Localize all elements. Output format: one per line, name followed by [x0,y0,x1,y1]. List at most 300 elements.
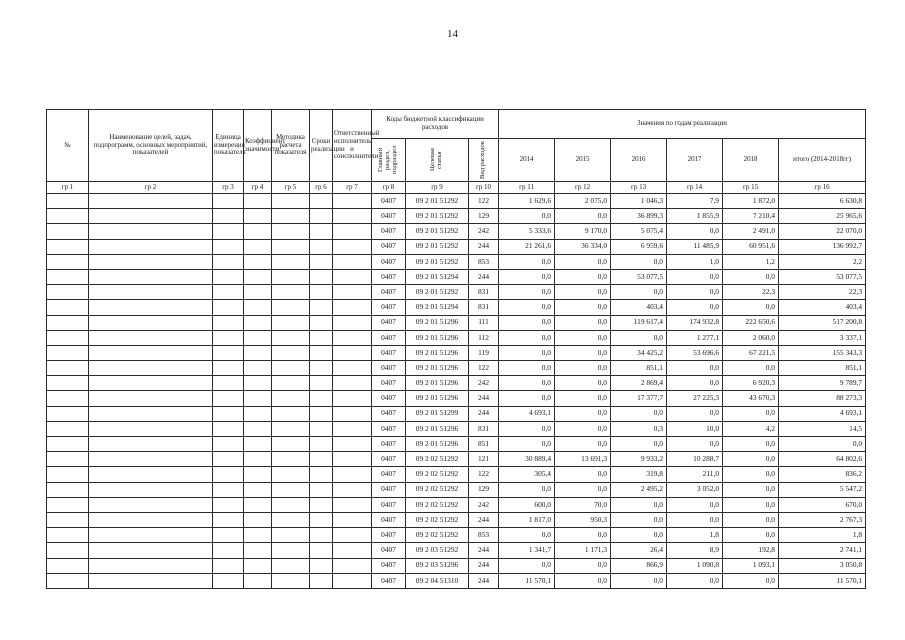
cell-year-value: 2 869,4 [611,376,667,391]
cell-total-value: 2 767,3 [779,512,866,527]
cell-year-value: 0,0 [723,361,779,376]
empty-cell [333,543,372,558]
empty-cell [333,391,372,406]
table-row [47,482,866,497]
cell-section-code: 0407 [372,330,406,345]
cell-year-value: 3 052,0 [667,482,723,497]
cell-article-code: 09 2 02 51292 [406,512,469,527]
table-body [47,194,866,589]
empty-cell [244,209,272,224]
cell-year-value: 1 855,9 [667,209,723,224]
cell-section-code: 0407 [372,345,406,360]
empty-cell [244,482,272,497]
cell-year-value: 0,0 [555,361,611,376]
cell-year-value: 7,9 [667,194,723,209]
cell-year-value: 0,0 [555,254,611,269]
empty-cell [310,406,333,421]
cell-year-value: 1,2 [723,254,779,269]
cell-year-value: 5 333,6 [499,224,555,239]
empty-cell [272,421,310,436]
cell-year-value: 0,0 [611,437,667,452]
cell-expense-type: 244 [469,558,499,573]
cell-year-value: 1,8 [667,528,723,543]
empty-cell [244,391,272,406]
empty-cell [310,573,333,588]
empty-cell [47,558,89,573]
cell-expense-type: 122 [469,361,499,376]
empty-cell [310,269,333,284]
empty-cell [244,239,272,254]
empty-cell [333,345,372,360]
cell-year-value: 5 075,4 [611,224,667,239]
cell-expense-type: 129 [469,482,499,497]
cell-year-value: 192,8 [723,543,779,558]
cell-total-value: 517 200,8 [779,315,866,330]
empty-cell [213,345,244,360]
empty-cell [244,269,272,284]
cell-year-value: 36 334,0 [555,239,611,254]
column-number: гр 16 [779,182,866,194]
column-number: гр 13 [611,182,667,194]
empty-cell [47,315,89,330]
empty-cell [244,194,272,209]
cell-section-code: 0407 [372,239,406,254]
empty-cell [244,300,272,315]
page-number: 14 [447,28,458,40]
cell-year-value: 119 617,4 [611,315,667,330]
empty-cell [47,437,89,452]
cell-year-value: 0,0 [723,512,779,527]
cell-year-value: 866,9 [611,558,667,573]
header-no: № [47,110,89,182]
cell-year-value: 2 491,0 [723,224,779,239]
header-year: 2017 [667,139,723,182]
header-code-section: Главный раздел, подраздел [372,139,406,182]
cell-year-value: 0,0 [555,421,611,436]
cell-total-value: 22 070,0 [779,224,866,239]
empty-cell [47,269,89,284]
empty-cell [47,528,89,543]
empty-cell [310,482,333,497]
empty-cell [213,452,244,467]
empty-cell [272,239,310,254]
cell-section-code: 0407 [372,300,406,315]
cell-section-code: 0407 [372,391,406,406]
empty-cell [333,361,372,376]
cell-expense-type: 244 [469,391,499,406]
table-row [47,467,866,482]
empty-cell [310,300,333,315]
cell-year-value: 0,0 [667,406,723,421]
empty-cell [244,224,272,239]
cell-total-value: 403,4 [779,300,866,315]
cell-year-value: 0,0 [499,528,555,543]
cell-year-value: 0,0 [667,269,723,284]
cell-year-value: 0,0 [555,573,611,588]
empty-cell [333,376,372,391]
empty-cell [89,437,213,452]
empty-cell [244,437,272,452]
column-number: гр 15 [723,182,779,194]
cell-expense-type: 851 [469,437,499,452]
empty-cell [47,239,89,254]
cell-expense-type: 242 [469,376,499,391]
cell-year-value: 0,0 [667,512,723,527]
cell-expense-type: 244 [469,512,499,527]
cell-expense-type: 831 [469,421,499,436]
cell-section-code: 0407 [372,285,406,300]
empty-cell [310,285,333,300]
cell-year-value: 1 093,1 [723,558,779,573]
cell-year-value: 36 899,3 [611,209,667,224]
cell-section-code: 0407 [372,254,406,269]
cell-year-value: 0,0 [555,528,611,543]
cell-year-value: 1 872,0 [723,194,779,209]
empty-cell [89,528,213,543]
cell-year-value: 0,0 [555,269,611,284]
cell-section-code: 0407 [372,512,406,527]
cell-year-value: 22,3 [723,285,779,300]
cell-year-value: 0,0 [499,558,555,573]
empty-cell [213,406,244,421]
empty-cell [89,315,213,330]
cell-article-code: 09 2 01 51292 [406,224,469,239]
cell-year-value: 0,0 [667,224,723,239]
cell-year-value: 0,0 [611,254,667,269]
empty-cell [47,497,89,512]
empty-cell [333,224,372,239]
empty-cell [310,437,333,452]
empty-cell [272,406,310,421]
cell-year-value: 0,0 [723,467,779,482]
empty-cell [310,224,333,239]
table-row [47,573,866,588]
cell-year-value: 950,3 [555,512,611,527]
empty-cell [272,315,310,330]
table-row [47,254,866,269]
cell-year-value: 1 090,8 [667,558,723,573]
empty-cell [333,239,372,254]
empty-cell [47,421,89,436]
table-row [47,330,866,345]
empty-cell [213,528,244,543]
empty-cell [272,573,310,588]
cell-year-value: 8,9 [667,543,723,558]
cell-article-code: 09 2 03 51292 [406,543,469,558]
cell-section-code: 0407 [372,224,406,239]
empty-cell [310,345,333,360]
header-year: 2016 [611,139,667,182]
empty-cell [333,330,372,345]
cell-year-value: 4,2 [723,421,779,436]
cell-total-value: 4 693,1 [779,406,866,421]
cell-section-code: 0407 [372,452,406,467]
empty-cell [89,467,213,482]
cell-article-code: 09 2 04 51310 [406,573,469,588]
empty-cell [213,361,244,376]
empty-cell [244,376,272,391]
empty-cell [333,209,372,224]
empty-cell [47,543,89,558]
cell-expense-type: 242 [469,224,499,239]
empty-cell [47,391,89,406]
cell-total-value: 25 965,6 [779,209,866,224]
table-row [47,391,866,406]
cell-year-value: 0,0 [723,452,779,467]
cell-year-value: 0,0 [723,406,779,421]
cell-year-value: 1 341,7 [499,543,555,558]
empty-cell [89,573,213,588]
cell-year-value: 21 261,6 [499,239,555,254]
table-row [47,315,866,330]
empty-cell [310,421,333,436]
cell-year-value: 319,8 [611,467,667,482]
empty-cell [272,209,310,224]
empty-cell [89,543,213,558]
cell-year-value: 53 077,5 [611,269,667,284]
empty-cell [310,239,333,254]
cell-article-code: 09 2 01 51292 [406,239,469,254]
budget-table [46,109,866,589]
empty-cell [333,285,372,300]
cell-year-value: 26,4 [611,543,667,558]
cell-expense-type: 129 [469,209,499,224]
cell-year-value: 0,0 [611,285,667,300]
cell-expense-type: 853 [469,254,499,269]
cell-article-code: 09 2 02 51292 [406,497,469,512]
cell-article-code: 09 2 01 51292 [406,285,469,300]
table-row [47,300,866,315]
empty-cell [213,497,244,512]
empty-cell [213,437,244,452]
empty-cell [244,452,272,467]
cell-year-value: 0,0 [667,300,723,315]
table-row [47,497,866,512]
empty-cell [272,512,310,527]
empty-cell [310,330,333,345]
empty-cell [47,330,89,345]
empty-cell [310,467,333,482]
column-number: гр 6 [310,182,333,194]
empty-cell [333,194,372,209]
empty-cell [333,406,372,421]
column-number: гр 7 [333,182,372,194]
empty-cell [272,497,310,512]
empty-cell [310,512,333,527]
cell-article-code: 09 2 02 51292 [406,467,469,482]
header-year: 2015 [555,139,611,182]
empty-cell [272,269,310,284]
empty-cell [89,285,213,300]
cell-year-value: 6 920,3 [723,376,779,391]
column-number: гр 8 [372,182,406,194]
cell-year-value: 0,0 [555,467,611,482]
empty-cell [272,361,310,376]
column-number-row [47,182,866,194]
cell-year-value: 0,0 [723,528,779,543]
cell-year-value: 0,0 [499,254,555,269]
empty-cell [89,345,213,360]
header-method: Методика расчета показателя [272,110,310,182]
cell-year-value: 600,0 [499,497,555,512]
empty-cell [213,376,244,391]
cell-year-value: 60 951,6 [723,239,779,254]
column-number: гр 10 [469,182,499,194]
cell-year-value: 0,0 [667,376,723,391]
cell-year-value: 27 225,3 [667,391,723,406]
cell-expense-type: 244 [469,239,499,254]
empty-cell [89,194,213,209]
empty-cell [333,482,372,497]
empty-cell [213,224,244,239]
cell-total-value: 11 570,1 [779,573,866,588]
empty-cell [310,558,333,573]
cell-year-value: 2 075,0 [555,194,611,209]
table-row [47,224,866,239]
cell-total-value: 670,0 [779,497,866,512]
empty-cell [89,482,213,497]
cell-year-value: 0,0 [667,285,723,300]
empty-cell [272,300,310,315]
cell-total-value: 14,5 [779,421,866,436]
cell-article-code: 09 2 02 51292 [406,528,469,543]
header-responsible: Ответственный исполнитель и соисполнители [333,110,372,182]
empty-cell [213,269,244,284]
empty-cell [89,300,213,315]
cell-article-code: 09 2 01 51296 [406,437,469,452]
empty-cell [272,345,310,360]
empty-cell [213,482,244,497]
table-row [47,558,866,573]
table-row [47,269,866,284]
header-term: Сроки реализации [310,110,333,182]
cell-year-value: 0,0 [723,300,779,315]
cell-section-code: 0407 [372,376,406,391]
cell-year-value: 43 670,3 [723,391,779,406]
cell-year-value: 0,0 [555,345,611,360]
table-row [47,361,866,376]
empty-cell [213,194,244,209]
table-row [47,285,866,300]
empty-cell [213,315,244,330]
empty-cell [47,345,89,360]
empty-cell [47,361,89,376]
empty-cell [244,421,272,436]
empty-cell [47,573,89,588]
empty-cell [213,421,244,436]
empty-cell [272,194,310,209]
empty-cell [272,482,310,497]
cell-article-code: 09 2 01 51296 [406,330,469,345]
cell-total-value: 22,3 [779,285,866,300]
cell-year-value: 0,0 [499,315,555,330]
cell-year-value: 11 485,9 [667,239,723,254]
empty-cell [333,573,372,588]
cell-year-value: 305,4 [499,467,555,482]
cell-year-value: 2 495,2 [611,482,667,497]
empty-cell [333,300,372,315]
empty-cell [310,452,333,467]
cell-year-value: 0,0 [555,482,611,497]
table-row [47,194,866,209]
empty-cell [89,452,213,467]
empty-cell [310,209,333,224]
cell-year-value: 0,0 [499,330,555,345]
cell-section-code: 0407 [372,421,406,436]
cell-article-code: 09 2 01 51299 [406,406,469,421]
cell-year-value: 0,0 [499,391,555,406]
cell-total-value: 64 802,6 [779,452,866,467]
empty-cell [47,452,89,467]
cell-year-value: 0,0 [611,528,667,543]
column-number: гр 3 [213,182,244,194]
table-row [47,406,866,421]
column-number: гр 2 [89,182,213,194]
empty-cell [89,558,213,573]
cell-year-value: 9 170,0 [555,224,611,239]
cell-year-value: 0,0 [499,482,555,497]
cell-article-code: 09 2 01 51296 [406,421,469,436]
empty-cell [89,406,213,421]
cell-year-value: 1 277,1 [667,330,723,345]
cell-section-code: 0407 [372,209,406,224]
cell-section-code: 0407 [372,406,406,421]
cell-year-value: 67 221,5 [723,345,779,360]
table-row [47,209,866,224]
cell-total-value: 53 077,5 [779,269,866,284]
empty-cell [272,558,310,573]
cell-year-value: 0,0 [611,497,667,512]
cell-year-value: 34 425,2 [611,345,667,360]
cell-year-value: 0,0 [555,330,611,345]
cell-expense-type: 244 [469,573,499,588]
empty-cell [244,330,272,345]
empty-cell [333,452,372,467]
cell-total-value: 6 630,8 [779,194,866,209]
cell-total-value: 836,2 [779,467,866,482]
column-number: гр 1 [47,182,89,194]
empty-cell [213,467,244,482]
header-code-article: Целевая статья [406,139,469,182]
empty-cell [213,285,244,300]
empty-cell [333,269,372,284]
cell-year-value: 2 060,0 [723,330,779,345]
empty-cell [89,254,213,269]
empty-cell [310,528,333,543]
empty-cell [244,285,272,300]
cell-year-value: 1 171,3 [555,543,611,558]
cell-article-code: 09 2 03 51296 [406,558,469,573]
empty-cell [333,315,372,330]
empty-cell [333,528,372,543]
table-row [47,512,866,527]
cell-year-value: 0,0 [723,497,779,512]
empty-cell [310,497,333,512]
cell-section-code: 0407 [372,558,406,573]
cell-article-code: 09 2 01 51294 [406,269,469,284]
cell-total-value: 136 992,7 [779,239,866,254]
empty-cell [213,330,244,345]
cell-section-code: 0407 [372,573,406,588]
empty-cell [244,254,272,269]
empty-cell [244,497,272,512]
cell-year-value: 6 959,6 [611,239,667,254]
cell-expense-type: 244 [469,543,499,558]
table-row [47,345,866,360]
column-number: гр 14 [667,182,723,194]
empty-cell [213,300,244,315]
empty-cell [89,391,213,406]
